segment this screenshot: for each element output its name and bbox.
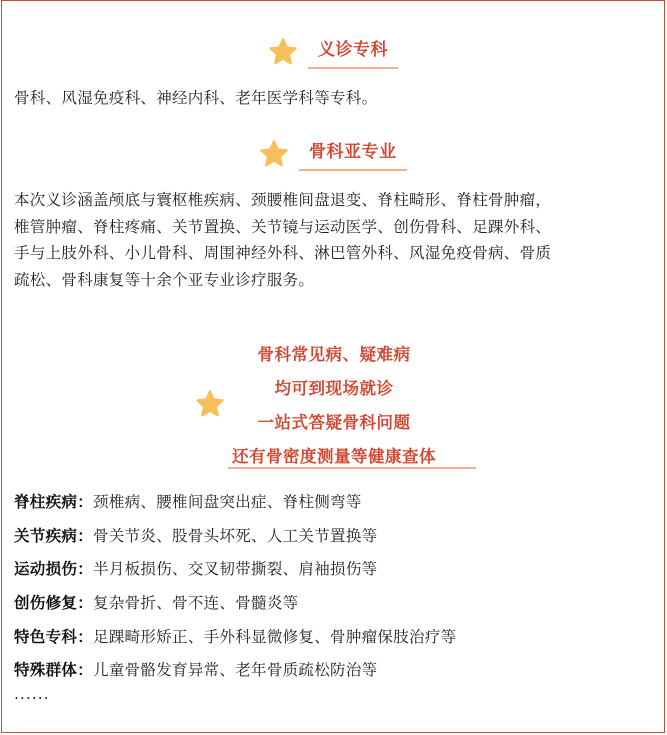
promo-block xyxy=(2,331,666,471)
list-item xyxy=(14,657,654,691)
list-item xyxy=(14,523,654,557)
list-item xyxy=(14,489,654,523)
condition-text: 儿童骨骼发育异常、老年骨质疏松防治等 xyxy=(93,661,378,680)
paragraph-line: 手与上肢外科、小儿骨科、周围神经外科、淋巴管外科、风湿免疫骨病、骨质 xyxy=(14,244,552,262)
section-heading-specialties xyxy=(268,35,398,69)
section-heading-subspecialties xyxy=(259,137,407,171)
list-item xyxy=(14,556,654,590)
condition-label: 特殊群体： xyxy=(14,661,94,680)
condition-text: 足踝畸形矫正、手外科显微修复、骨肿瘤保肢治疗等 xyxy=(93,627,457,646)
paragraph-line: 本次义诊涵盖颅底与寰枢椎疾病、颈腰椎间盘退变、脊柱畸形、脊柱骨肿瘤， xyxy=(14,191,552,209)
condition-text: 复杂骨折、骨不连、骨髓炎等 xyxy=(93,594,299,613)
subspecialties-paragraph xyxy=(14,187,656,293)
star-icon xyxy=(268,37,298,67)
conditions-list xyxy=(14,489,654,691)
condition-label: 关节疾病： xyxy=(14,526,94,545)
promo-underline xyxy=(228,467,476,469)
condition-text: 骨关节炎、股骨头坏死、人工关节置换等 xyxy=(93,526,378,545)
promo-line: 均可到现场就诊 xyxy=(274,379,394,398)
list-item xyxy=(14,624,654,658)
star-icon xyxy=(259,139,289,169)
section-title: 义诊专科 xyxy=(318,40,388,60)
condition-label: 创伤修复： xyxy=(14,594,94,613)
ellipsis-text: ...... xyxy=(14,685,50,703)
condition-label: 运动损伤： xyxy=(14,560,94,579)
condition-text: 半月板损伤、交叉韧带撕裂、肩袖损伤等 xyxy=(93,560,378,579)
promo-line: 骨科常见病、疑难病 xyxy=(257,345,411,364)
section-title: 骨科亚专业 xyxy=(309,142,397,162)
specialties-text: 骨科、风湿免疫科、神经内科、老年医学科等专科。 xyxy=(14,89,378,107)
paragraph-line: 疏松、骨科康复等十余个亚专业诊疗服务。 xyxy=(14,270,315,289)
paragraph-line: 椎管肿瘤、脊柱疼痛、关节置换、关节镜与运动医学、创伤骨科、足踝外科、 xyxy=(14,217,552,236)
promo-line: 还有骨密度测量等健康查体 xyxy=(232,447,436,466)
promo-line: 一站式答疑骨科问题 xyxy=(257,413,411,432)
condition-label: 特色专科： xyxy=(14,627,94,646)
condition-label: 脊柱疾病： xyxy=(14,493,94,511)
condition-text: 颈椎病、腰椎间盘突出症、脊柱侧弯等 xyxy=(93,493,362,511)
article-frame xyxy=(1,0,665,733)
list-item xyxy=(14,590,654,624)
